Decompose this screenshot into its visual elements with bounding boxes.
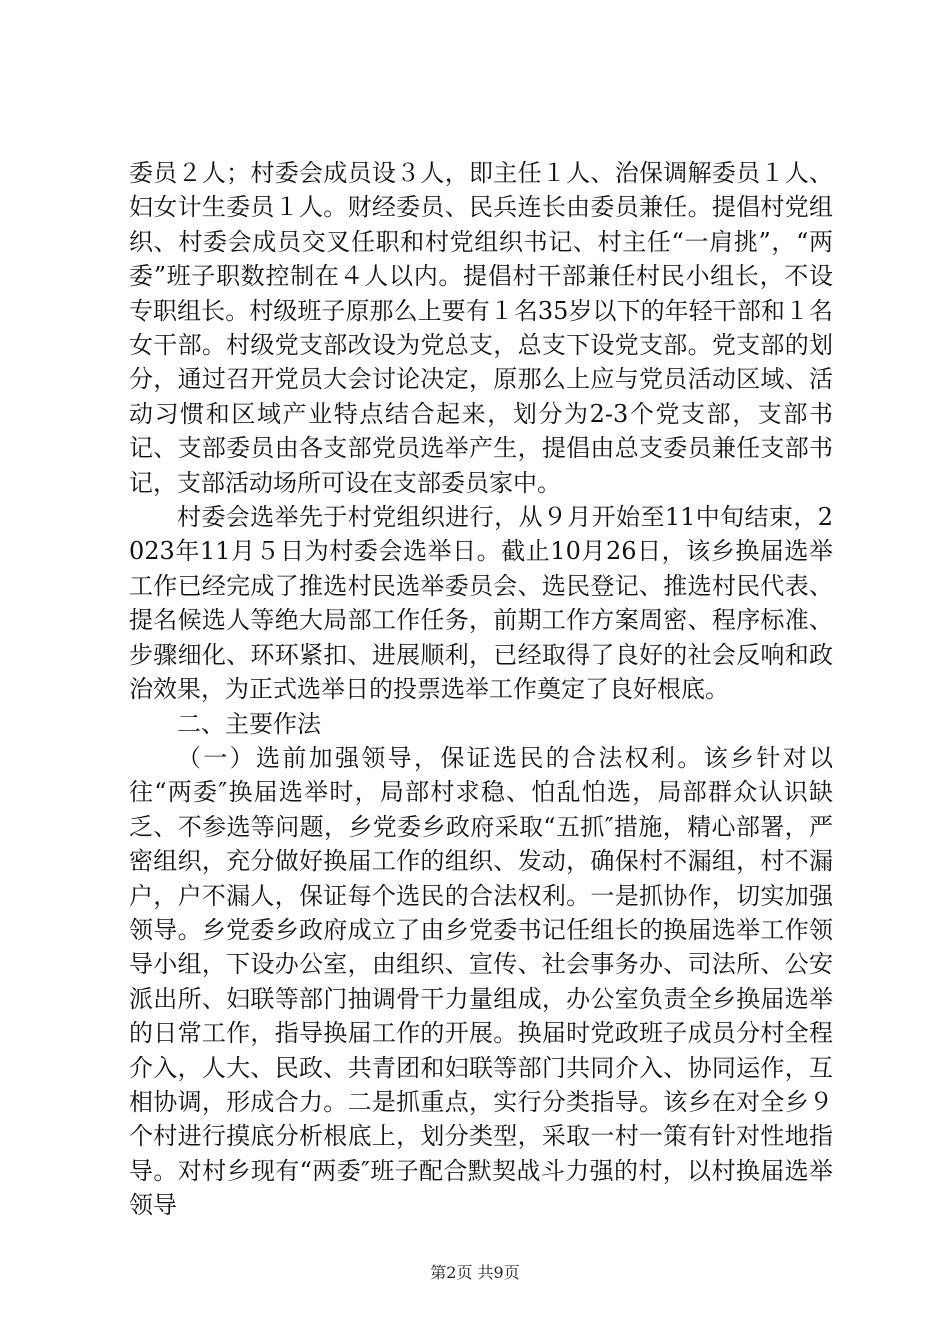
section-heading-main-practices: 二、主要作法 (177, 709, 321, 738)
paragraph-leadership: （一）选前加强领导，保证选民的合法权利。该乡针对以往“两委″换届选举时，局部村求稳、怕乱怕选，局部群众认识缺乏、不参选等问题，乡党委乡政府采取“五抓″措施，精心部署，严密组织，充分做好换届工作的组织、发动，确保村不漏组，村不漏户，户不漏人，保证每个选民的合法权利。一是抓协作，切实加强领导。乡党委乡政府成立了由乡党委书记任组长的换届选举工作领导小组，下设办公室，由组织、宣传、社会事务办、司法所、公安派出所、妇联等部门抽调骨干力量组成，办公室负责全乡换届选举的日常工作，指导换届工作的开展。换届时党政班子成员分村全程介入，人大、民政、共青团和妇联等部门共同介入、协同运作，互相协调，形成合力。二是抓重点，实行分类指导。该乡在对全乡９个村进行摸底分析根底上，划分类型，采取一村一策有针对性地指导。对村乡现有“两委″班子配合默契战斗力强的村，以村换届选举领导 (129, 743, 833, 1220)
document-body (129, 156, 833, 1223)
page-number-label: 第2页 共9页 (430, 1263, 520, 1282)
page-footer (0, 1263, 950, 1283)
paragraph-continued: 委员２人；村委会成员设３人，即主任１人、治保调解委员１人、妇女计生委员１人。财经委员、民兵连长由委员兼任。提倡村党组织、村委会成员交叉任职和村党组织书记、村主任“一肩挑”，“两委”班子职数控制在４人以内。提倡村干部兼任村民小组长，不设专职组长。村级班子原那么上要有１名35岁以下的年轻干部和１名女干部。村级党支部改设为党总支，总支下设党支部。党支部的划分，通过召开党员大会讨论决定，原那么上应与党员活动区域、活动习惯和区域产业特点结合起来，划分为2-3个党支部，支部书记、支部委员由各支部党员选举产生，提倡由总支委员兼任支部书记，支部活动场所可设在支部委员家中。 (129, 159, 833, 497)
paragraph-election-progress: 村委会选举先于村党组织进行，从９月开始至11中旬结束，2023年11月５日为村委会选举日。截止10月26日，该乡换届选举工作已经完成了推选村民选举委员会、选民登记、推选村民代表、提名候选人等绝大局部工作任务，前期工作方案周密、程序标准、步骤细化、环环紧扣、进展顺利，已经取得了良好的社会反响和政治效果，为正式选举日的投票选举工作奠定了良好根底。 (129, 503, 833, 704)
